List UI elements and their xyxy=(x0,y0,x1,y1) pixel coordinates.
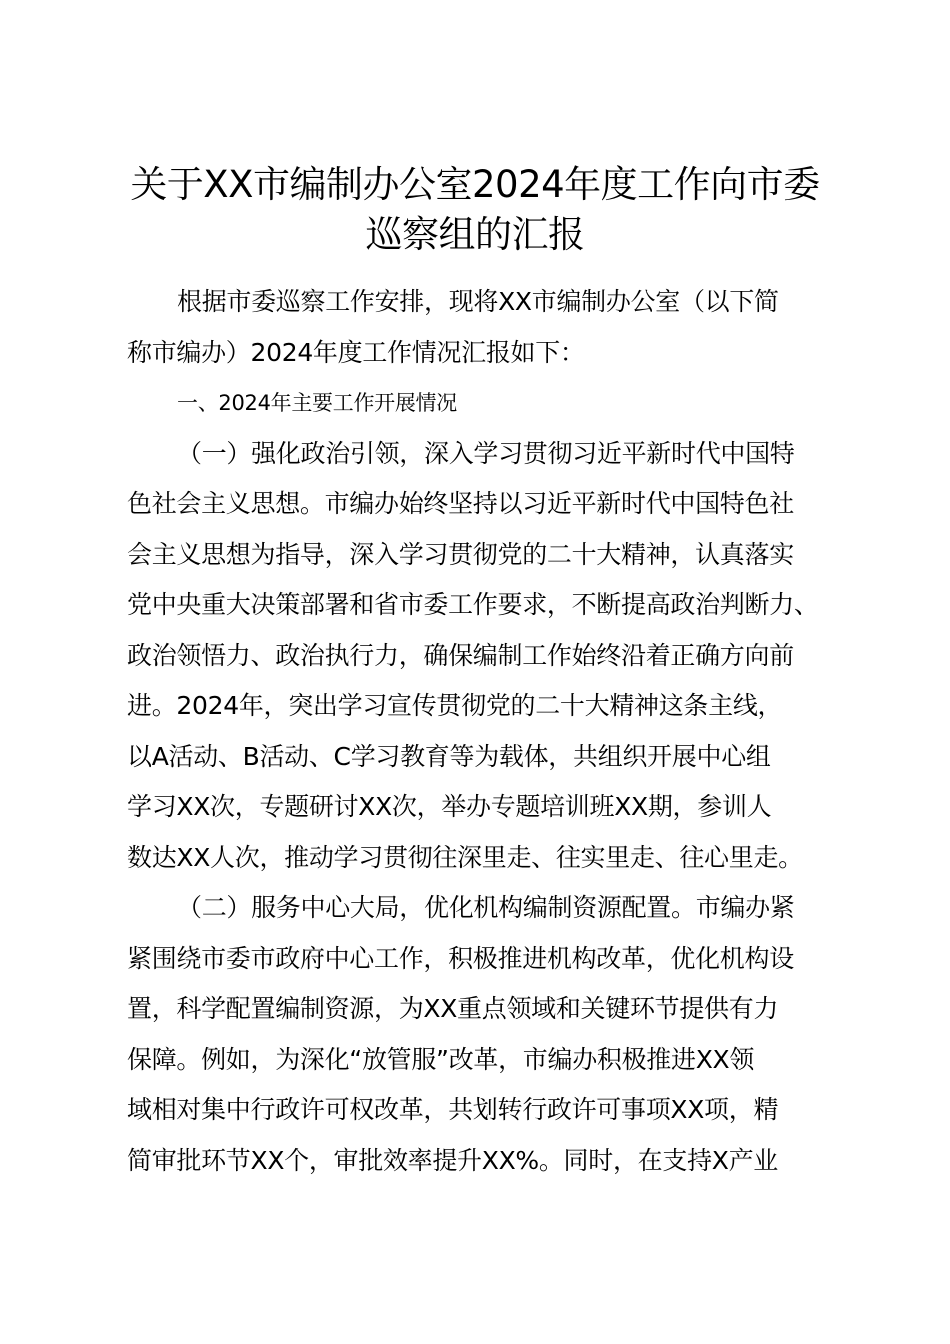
para1-line-2: 色社会主义思想。市编办始终坚持以习近平新时代中国特色社 xyxy=(127,489,794,518)
title-line-2: 巡察组的汇报 xyxy=(365,213,585,256)
para2-line-4: 保障。例如，为深化“放管服”改革，市编办积极推进XX领 xyxy=(127,1044,755,1074)
document-body xyxy=(127,277,837,1186)
para2-line-2: 紧围绕市委市政府中心工作，积极推进机构改革，优化机构设 xyxy=(127,943,794,973)
para2-line-1: （二）服务中心大局，优化机构编制资源配置。市编办紧 xyxy=(177,893,795,922)
title-line-1: 关于XX市编制办公室2024年度工作向市委 xyxy=(130,163,820,206)
document-title xyxy=(60,160,890,260)
para1-line-9: 数达XX人次，推动学习贯彻往深里走、往实里走、往心里走。 xyxy=(127,842,803,872)
para2-line-3: 置，科学配置编制资源，为XX重点领域和关键环节提供有力 xyxy=(127,994,779,1023)
para1-line-8: 学习XX次，专题研讨XX次，举办专题培训班XX期，参训人 xyxy=(127,792,772,821)
section-heading: 一、2024年主要工作开展情况 xyxy=(177,391,457,415)
intro-line-2: 称市编办）2024年度工作情况汇报如下： xyxy=(127,337,585,367)
para1-line-5: 政治领悟力、政治执行力，确保编制工作始终沿着正确方向前 xyxy=(127,640,794,670)
para1-line-7: 以A活动、B活动、C学习教育等为载体，共组织开展中心组 xyxy=(127,741,771,771)
para2-line-5: 域相对集中行政许可权改革，共划转行政许可事项XX项，精 xyxy=(127,1095,779,1124)
para1-line-1: （一）强化政治引领，深入学习贯彻习近平新时代中国特 xyxy=(177,438,795,468)
intro-line-1: 根据市委巡察工作安排，现将XX市编制办公室（以下简 xyxy=(177,287,779,316)
para1-line-3: 会主义思想为指导，深入学习贯彻党的二十大精神，认真落实 xyxy=(127,539,794,569)
para1-line-4: 党中央重大决策部署和省市委工作要求，不断提高政治判断力、 xyxy=(127,590,819,619)
para1-line-6: 进。2024年，突出学习宣传贯彻党的二十大精神这条主线， xyxy=(127,691,783,720)
para2-line-6: 简审批环节XX个，审批效率提升XX%。同时，在支持X产业 xyxy=(127,1145,778,1175)
